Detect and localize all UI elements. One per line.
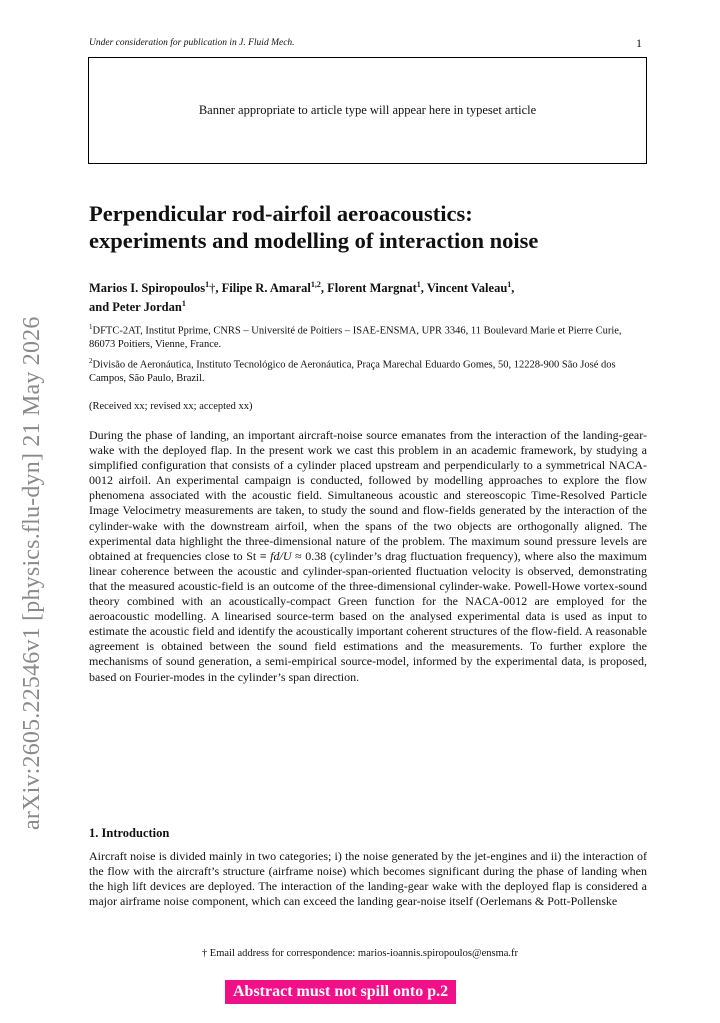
paper-title [89, 200, 649, 254]
author-affiliation-mark: 1,2 [310, 280, 321, 289]
author-list: Marios I. Spiropoulos$^1$†, Filipe R. Amaral$^{1,2}$, Florent Margnat$^1$, Vincent Valeau$^1$, and Peter Jordan$^1$ [89, 280, 515, 315]
affiliation-1 [89, 321, 649, 351]
article-banner [88, 57, 647, 164]
title-line-1: Perpendicular rod-airfoil aeroacoustics: [89, 201, 473, 226]
banner-text: Banner appropriate to article type will appear here in typeset article [198, 103, 537, 117]
author-affiliation-mark: 1 [416, 280, 421, 289]
author-name: Filipe R. Amaral [221, 281, 311, 296]
affiliation-number: 2 [89, 357, 93, 365]
correspondence-dagger[interactable]: † [209, 281, 216, 296]
introduction-text: Aircraft noise is divided mainly in two categories; i) the noise generated by the jet-engines and ii) the interaction of the flow with the aircraft’s structure (airframe noise) which becomes significant during the phase of landing when the high lift devices are deployed. The interaction of the landing-gear wake with the deployed flap is considered a major airframe noise component, which can exceed the landing gear-noise itself (Oerlemans & Pott-Pollenske [89, 849, 647, 909]
affiliation-2 [89, 355, 649, 385]
abstract-text-part-1: During the phase of landing, an important aircraft-noise source emanates from the interaction of the landing-gear-wake with the deployed flap. In the present work we cast this problem in an academic framework, by studying a simplified configuration that consists of a cylinder placed upstream and perpendicularly to a symmetrical NACA-0012 airfoil. An experimental campaign is conducted, followed by modelling approaches to explore the flow phenomena associated with the acoustic field. Simultaneous acoustic and stereoscopic Time-Resolved Particle Image Velocimetry measurements are taken, to study the sound and flow-fields generated by the interaction of the cylinder-wake with the downstream airfoil, when the spans of the two objects are orthogonally aligned. The experimental data highlight the three-dimensional nature of the problem. The maximum sound pressure levels are obtained at frequencies close to St ≡ [89, 428, 647, 563]
overflow-warning-badge: Abstract must not spill onto p.2 [225, 980, 456, 1004]
abstract [89, 428, 647, 685]
page-number: 1 [636, 36, 642, 50]
author-and: and [89, 300, 110, 315]
correspondence-footnote: † Email address for correspondence: marios-ioannis.spiropoulos@ensma.fr [201, 948, 519, 959]
abstract-text-part-2: ≈ 0.38 (cylinder’s drag fluctuation frequency), where also the maximum linear coherence between the acoustic and cylinder-span-oriented fluctuation velocity is observed, demonstrating that the measured acoustic-field is an outcome of the three-dimensional cylinder-wake. Powell-Howe vortex-sound theory combined with an acoustically-compact Green function for the NACA-0012 are employed for the aeroacoustic modelling. A linearised source-term based on the analysed experimental data is used as input to estimate the acoustic field and identify the acoustically important coherent structures of the flow-field. A reasonable agreement is obtained between the sound field estimations and the measurements. To further explore the mechanisms of sound generation, a semi-empirical source-model, informed by the experimental data, is proposed, based on Fourier-modes in the cylinder’s span direction. [89, 548, 647, 684]
received-dates: (Received xx; revised xx; accepted xx) [89, 401, 253, 412]
section-heading-introduction: 1. Introduction [89, 826, 170, 840]
title-line-2: experiments and modelling of interaction noise [89, 228, 539, 253]
author-name: Marios I. Spiropoulos [89, 281, 206, 296]
author-affiliation-mark: 1 [507, 280, 512, 289]
author-name: Florent Margnat [327, 281, 417, 296]
author-name: Peter Jordan [112, 300, 182, 315]
author-affiliation-mark: 1 [181, 299, 186, 309]
affiliation-text: Divisão de Aeronáutica, Instituto Tecnológico de Aeronáutica, Praça Marechal Eduardo Gomes, 50, 12228-900 São José dos Campos, São Paulo, Brazil. [89, 359, 616, 384]
author-affiliation-mark: 1 [205, 280, 210, 289]
author-name: Vincent Valeau [426, 281, 508, 296]
arxiv-identifier: arXiv:2605.22546v1 [physics.flu-dyn] 21 May 2026 [19, 316, 45, 830]
journal-header: Under consideration for publication in J. Fluid Mech. [89, 38, 295, 48]
affiliation-text: DFTC-2AT, Institut Pprime, CNRS – Université de Poitiers – ISAE-ENSMA, UPR 3346, 11 Boulevard Marie et Pierre Curie, 86073 Poitiers, Vienne, France. [89, 325, 622, 350]
affiliation-number: 1 [89, 323, 93, 331]
strouhal-formula: fd/U [270, 548, 292, 563]
